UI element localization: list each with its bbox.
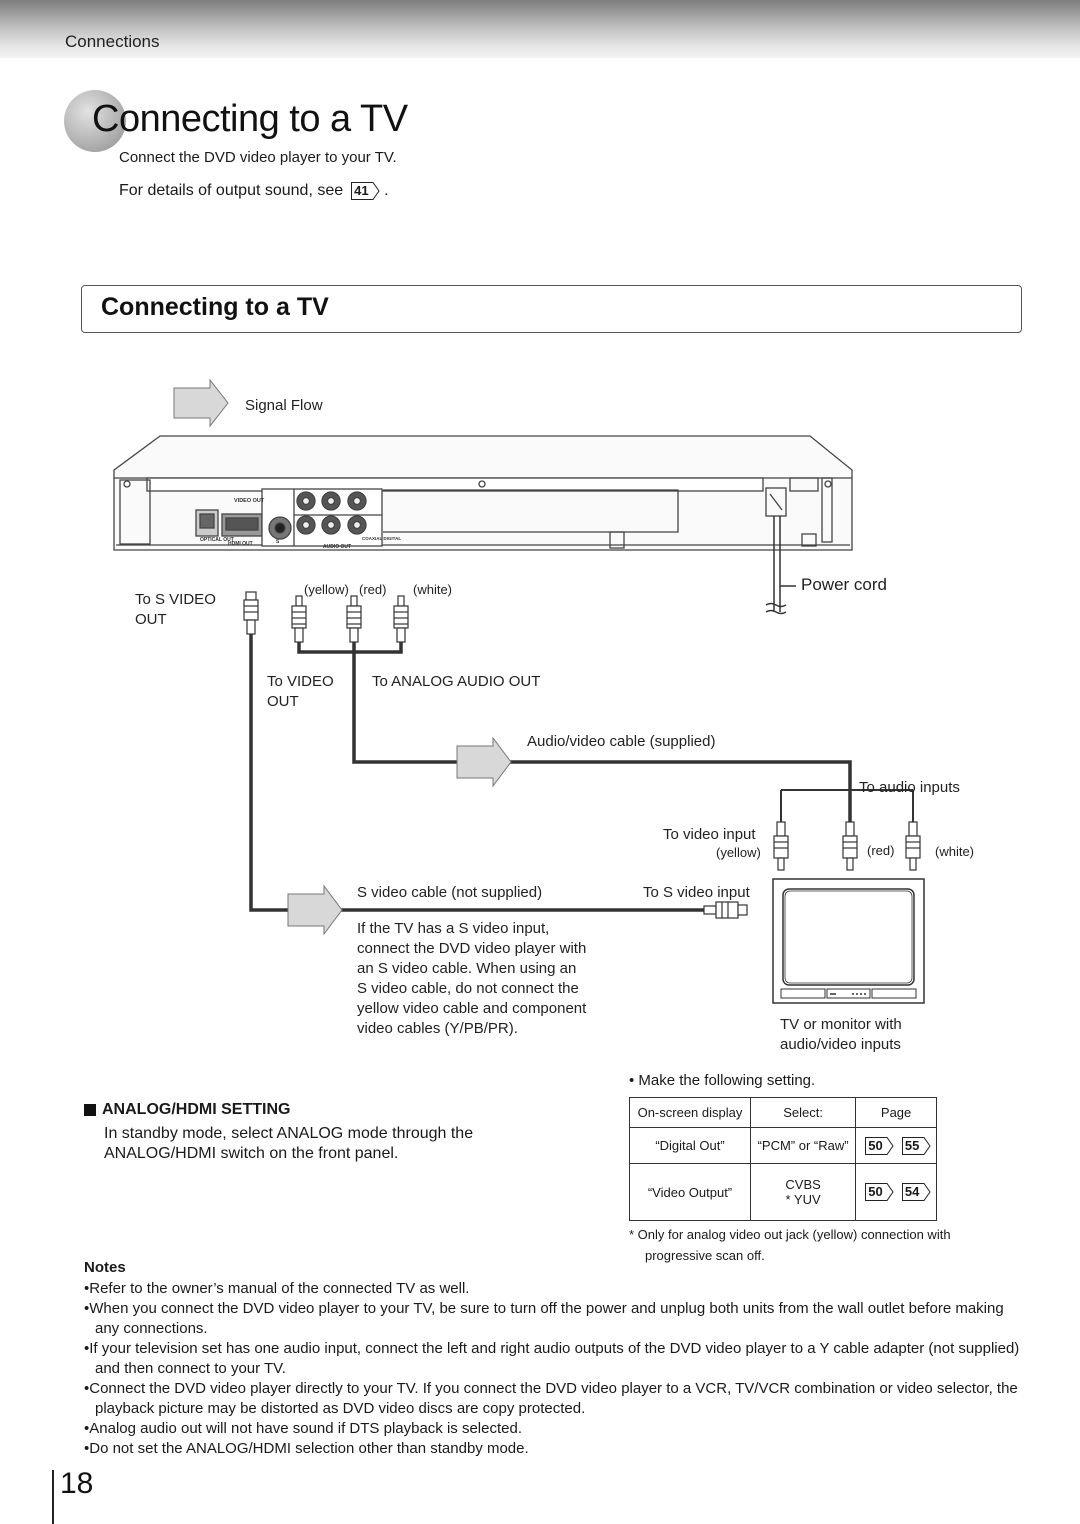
cable-lines (251, 634, 850, 910)
analog-hdmi-heading-text: ANALOG/HDMI SETTING (102, 1101, 291, 1118)
note-item: •If your television set has one audio input, connect the left and right audio outputs of the DVD video player to a Y cable adapter (not supplied) and then connect to your TV. (84, 1340, 1020, 1377)
table-header: On-screen display (630, 1098, 751, 1128)
page-number-bar (52, 1470, 54, 1524)
table-cell-select: “PCM” or “Raw” (750, 1128, 855, 1164)
red-label: (red) (359, 582, 387, 597)
yellow-label: (yellow) (304, 582, 349, 597)
signal-flow-arrow-icon (174, 380, 228, 426)
footnote-line: progressive scan off. (645, 1248, 765, 1263)
tv-rca-plug-yellow-icon (774, 822, 788, 870)
table-cell-display: “Digital Out” (630, 1128, 751, 1164)
page-number: 18 (60, 1467, 94, 1500)
notes-list (84, 1279, 1024, 1459)
tv-yellow-label: (yellow) (716, 845, 761, 860)
white-label: (white) (413, 582, 453, 597)
s-video-note-line: S video cable, do not connect the (357, 980, 579, 997)
panel-label-optical-out: OPTICAL OUT (200, 537, 234, 543)
intro-reference (119, 182, 389, 200)
table-header: Page (856, 1098, 937, 1128)
s-video-note-line: yellow video cable and component (357, 1000, 587, 1017)
to-audio-inputs-label: To audio inputs (859, 779, 960, 796)
tv-label-1: TV or monitor with (780, 1016, 902, 1033)
note-item: •Refer to the owner’s manual of the connected TV as well. (84, 1280, 470, 1297)
to-video-out-label-2: OUT (267, 693, 299, 710)
tv-rca-plug-white-icon (906, 822, 920, 870)
rca-plug-white-icon (394, 596, 408, 642)
to-s-video-out-label-1: To S VIDEO (135, 591, 216, 608)
tv-rca-plug-red-icon (843, 822, 857, 870)
note-item: •Do not set the ANALOG/HDMI selection other than standby mode. (84, 1440, 529, 1457)
panel-label-hdmi-out: HDMI OUT (228, 541, 253, 547)
note-item: •Connect the DVD video player directly to your TV. If you connect the DVD video player to a VCR, TV/VCR combination or video selector, the playback picture may be distorted as DVD video discs are copy protected. (84, 1380, 1018, 1417)
s-video-note-line: video cables (Y/PB/PR). (357, 1020, 518, 1037)
page-ref-number: 54 (904, 1184, 920, 1199)
av-cable-arrow-icon (457, 738, 511, 786)
table-header-row (630, 1098, 937, 1128)
intro-reference-text: For details of output sound, see (119, 182, 344, 199)
page-ref-number: 55 (904, 1137, 920, 1153)
s-video-note-line: connect the DVD video player with (357, 940, 587, 957)
s-video-note-line: an S video cable. When using an (357, 960, 577, 977)
s-video-cable-label: S video cable (not supplied) (357, 884, 543, 901)
page-ref-number: 50 (868, 1184, 883, 1199)
page-ref-number: 50 (868, 1137, 883, 1153)
av-cable-label: Audio/video cable (supplied) (527, 733, 716, 750)
signal-flow-label: Signal Flow (245, 397, 323, 414)
footnote-line: * Only for analog video out jack (yellow) connection with (629, 1227, 951, 1242)
rca-plug-yellow-icon (292, 596, 306, 642)
section-label: Connections (65, 32, 160, 51)
panel-label-audio-out: AUDIO OUT (323, 544, 352, 550)
to-video-out-label-1: To VIDEO (267, 673, 334, 690)
s-video-plug-icon (244, 592, 258, 634)
select-option: CVBS (785, 1177, 821, 1192)
settings-table (629, 1097, 937, 1221)
header-band (0, 0, 1080, 58)
dvd-player-rear-panel (114, 436, 852, 550)
table-header: Select: (750, 1098, 855, 1128)
analog-hdmi-text: In standby mode, select ANALOG mode through the ANALOG/HDMI switch on the front panel. (104, 1125, 474, 1162)
page-ref-badge[interactable] (865, 1183, 894, 1201)
page-ref-badge[interactable] (351, 182, 380, 200)
panel-label-coaxial-digital: COAXIAL DIGITAL (362, 536, 402, 541)
table-cell-pages (856, 1164, 937, 1221)
tv-s-video-plug-icon (704, 902, 747, 918)
tv-red-label: (red) (867, 843, 895, 858)
table-row (630, 1164, 937, 1221)
page-title: Connecting to a TV (92, 98, 408, 140)
select-option: * YUV (785, 1192, 821, 1207)
note-item: •When you connect the DVD video player to your TV, be sure to turn off the power and unplug both units from the wall outlet before making any connections. (84, 1300, 1004, 1337)
s-video-cable-arrow-icon (288, 886, 342, 934)
page-ref-number: 41 (354, 183, 369, 198)
table-cell-pages (856, 1128, 937, 1164)
table-row (630, 1128, 937, 1164)
table-cell-select (750, 1164, 855, 1221)
note-item: •Analog audio out will not have sound if DTS playback is selected. (84, 1420, 523, 1437)
panel-label-video-out: VIDEO OUT (234, 498, 265, 504)
tv-white-label: (white) (935, 844, 975, 859)
to-s-video-input-label: To S video input (643, 884, 750, 901)
intro-text: Connect the DVD video player to your TV. (119, 149, 397, 166)
tv-label-2: audio/video inputs (780, 1036, 901, 1053)
page-ref-badge[interactable] (902, 1183, 931, 1201)
tv-monitor-icon (773, 879, 924, 1003)
section-heading: Connecting to a TV (101, 293, 329, 321)
table-cell-display: “Video Output” (630, 1164, 751, 1221)
table-footnote (629, 1224, 1009, 1266)
to-s-video-out-label-2: OUT (135, 611, 167, 628)
page-ref-badge[interactable] (902, 1137, 931, 1155)
to-analog-audio-out-label: To ANALOG AUDIO OUT (372, 673, 541, 690)
rca-plug-red-icon (347, 596, 361, 642)
panel-label-s: S (276, 539, 280, 545)
to-video-input-label: To video input (663, 826, 756, 843)
s-video-note-line: If the TV has a S video input, (357, 920, 550, 937)
analog-hdmi-heading (84, 1101, 290, 1119)
square-bullet-icon (84, 1104, 96, 1116)
intro-reference-suffix: . (384, 182, 389, 199)
power-cord-label: Power cord (801, 575, 887, 594)
setting-intro: • Make the following setting. (629, 1072, 816, 1089)
page-ref-badge[interactable] (865, 1137, 894, 1155)
notes-title: Notes (84, 1259, 126, 1276)
